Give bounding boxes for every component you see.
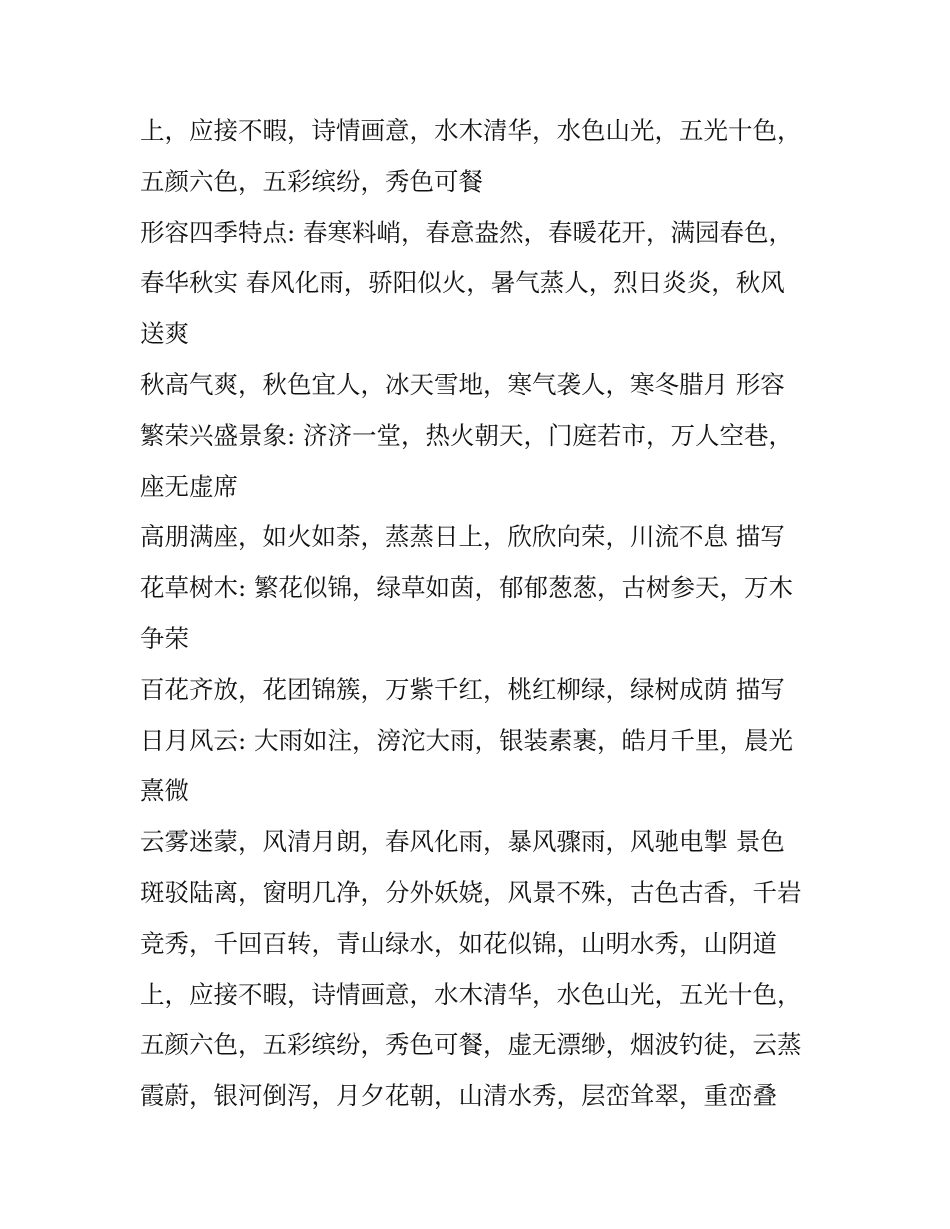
text-line: 霞蔚，银河倒泻，月夕花朝，山清水秀，层峦耸翠，重峦叠 <box>140 1081 777 1111</box>
text-line: 五颜六色，五彩缤纷，秀色可餐 <box>140 166 483 196</box>
text-line: 云雾迷蒙，风清月朗，春风化雨，暴风骤雨，风驰电掣 景色 <box>140 827 785 857</box>
text-line: 斑驳陆离，窗明几净，分外妖娆，风景不殊，古色古香，千岩 <box>140 877 802 907</box>
text-line: 秋高气爽，秋色宜人，冰天雪地，寒气袭人，寒冬腊月 形容 <box>140 369 785 399</box>
text-line: 高朋满座，如火如荼，蒸蒸日上，欣欣向荣，川流不息 描写 <box>140 522 785 552</box>
text-line: 日月风云: 大雨如注，滂沱大雨，银装素裹，皓月千里，晨光 <box>140 725 794 755</box>
text-line: 竞秀，千回百转，青山绿水，如花似锦，山明水秀，山阴道 <box>140 928 777 958</box>
document-body <box>140 106 830 1122</box>
text-line: 熹微 <box>140 776 189 806</box>
text-line: 形容四季特点: 春寒料峭，春意盎然，春暖花开，满园春色， <box>140 217 794 247</box>
text-line: 繁荣兴盛景象: 济济一堂，热火朝天，门庭若市，万人空巷， <box>140 420 794 450</box>
text-line: 上，应接不暇，诗情画意，水木清华，水色山光，五光十色， <box>140 116 802 145</box>
text-line: 五颜六色，五彩缤纷，秀色可餐，虚无漂缈，烟波钓徒，云蒸 <box>140 1030 802 1060</box>
text-line: 争荣 <box>140 623 189 653</box>
text-line: 上，应接不暇，诗情画意，水木清华，水色山光，五光十色， <box>140 979 802 1009</box>
text-line: 春华秋实 春风化雨，骄阳似火，暑气蒸人，烈日炎炎，秋风 <box>140 268 785 298</box>
text-line: 花草树木: 繁花似锦，绿草如茵，郁郁葱葱，古树参天，万木 <box>140 573 794 603</box>
text-line: 座无虚席 <box>140 471 238 501</box>
text-line: 百花齐放，花团锦簇，万紫千红，桃红柳绿，绿树成荫 描写 <box>140 674 785 704</box>
text-line: 送爽 <box>140 319 189 349</box>
